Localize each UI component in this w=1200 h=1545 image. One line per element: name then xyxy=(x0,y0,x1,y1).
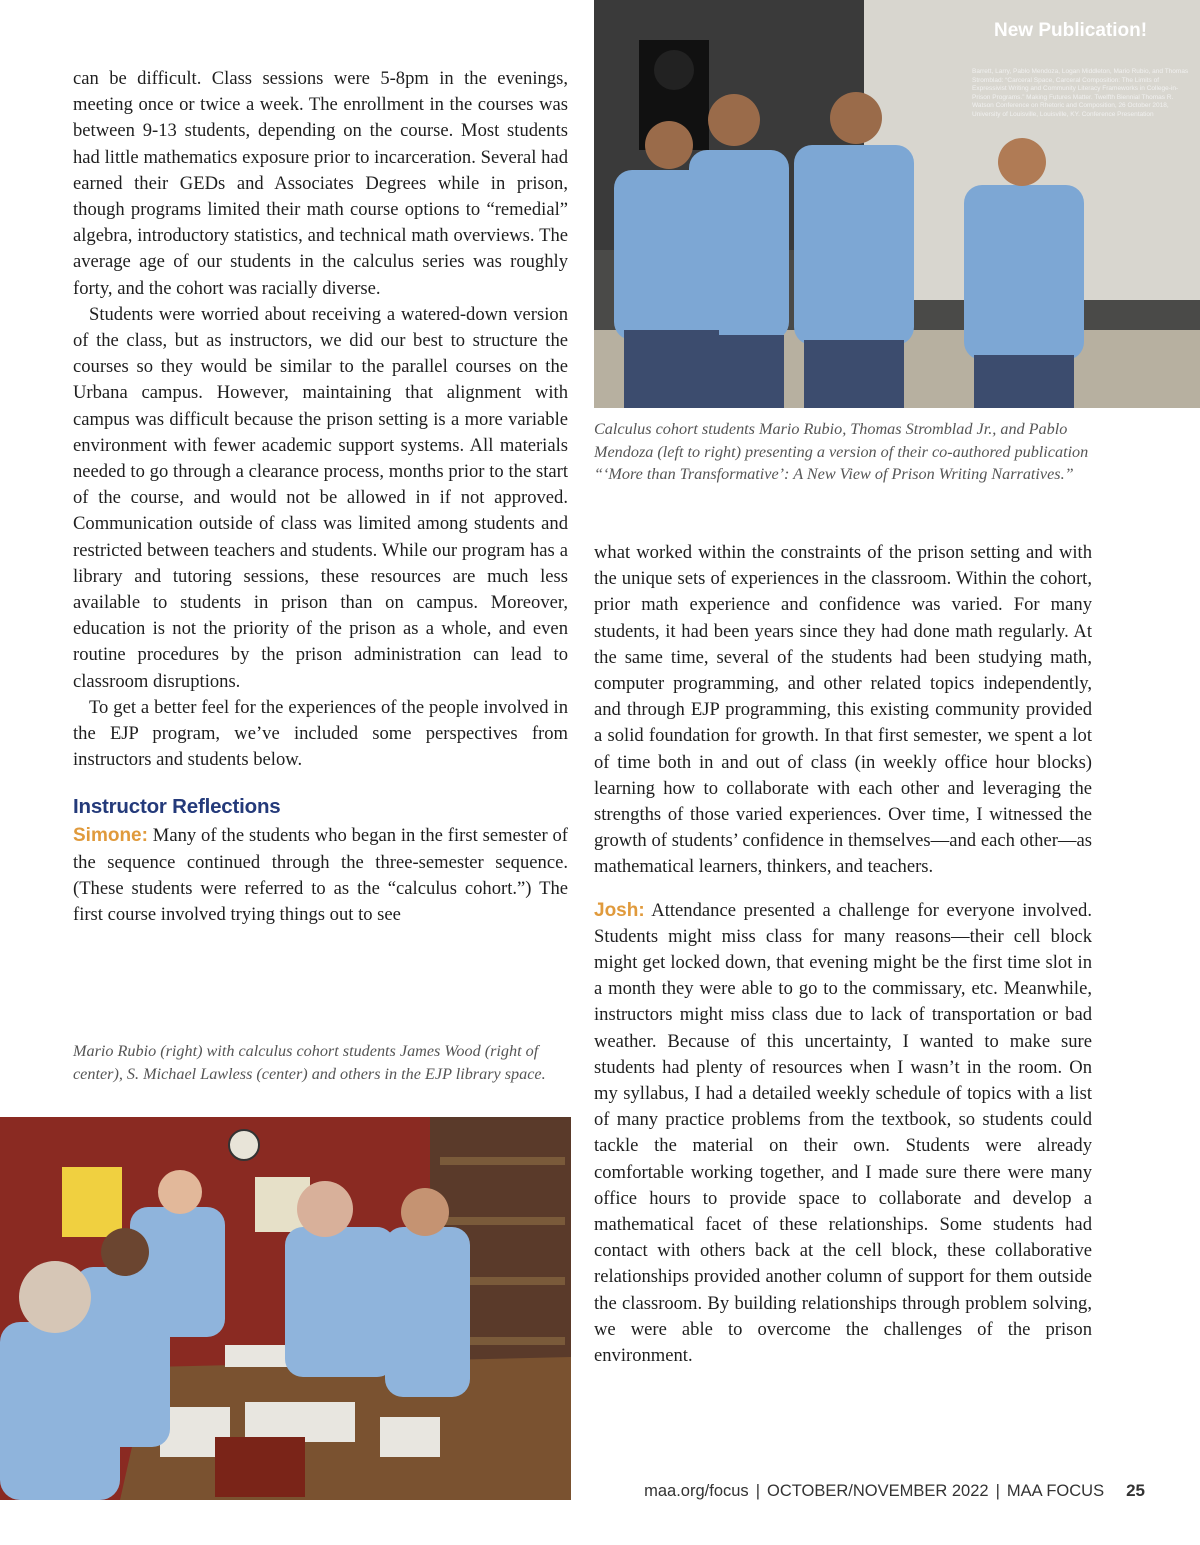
footer-url: maa.org/focus xyxy=(644,1482,749,1500)
paragraph: Students were worried about receiving a watered-down version of the class, but as instructors, we did our best to structure the courses so they would be similar to the parallel courses on the Urbana campus. However, maintaining that alignment with campus was difficult because the prison setting is a more variable environment with fewer academic support systems. All materials needed to go through a clearance process, months prior to the start of the course, and would not be allowed in if not approved. Communication outside of class was limited among students and restricted between teachers and students. While our program has a library and tutoring sessions, these resources are much less available to students in prison than on campus. Moreover, education is not the priority of the prison as a whole, and even routine procedures by the prison administration can lead to classroom disruptions. xyxy=(73,303,568,692)
footer-magazine: MAA FOCUS xyxy=(1006,1482,1105,1500)
projection-screen-title: New Publication! xyxy=(994,20,1148,41)
paragraph: what worked within the constraints of the prison setting and with the unique sets of experiences in the classroom. Within the cohort, prior math experience and confidence was varied. For many students, it had been years since they had done math regularly. At the same time, several of the students had been studying math, computer programming, and other related topics independently, and through EJP programming, this existing community provided a solid foundation for growth. In that first semester, we spent a lot of time both in and out of class (in weekly office hour blocks) learning how to collaborate with each other and leveraging the strengths of those varied experiences. Over time, I witnessed the growth of students’ confidence in themselves—and each other—as mathematical learners, thinkers, and teachers. xyxy=(594,542,1092,878)
page-footer xyxy=(600,1481,1145,1505)
library-photo xyxy=(0,1117,571,1500)
library-photo-illustration xyxy=(0,1117,571,1500)
right-column xyxy=(594,540,1092,1369)
speaker-label-simone: Simone: xyxy=(73,825,148,847)
presentation-photo-illustration xyxy=(594,0,1200,408)
paragraph: can be difficult. Class sessions were 5-8pm in the evenings, meeting once or twice a week. The enrollment in the courses was between 9-13 students, depending on the course. Most students had little mathematics exposure prior to incarceration. Several had earned their GEDs and Associates Degrees while in prison, though programs limited their math course options to “remedial” algebra, introductory statistics, and technical math overviews. The average age of our students in the calculus series was roughly forty, and the cohort was racially diverse. xyxy=(73,68,568,299)
projection-screen-citation: Barrett, Larry, Pablo Mendoza, Logan Middleton, Mario Rubio, and Thomas Stromblad: “Carceral Space, Carceral Composition: The Limits of Expressivist Writing and Community Literacy Frameworks in College-in-Prison Programs.” Making Futures Matter. Twelfth Biennial Thomas R. Watson Conference on Rhetoric and Composition, 26 October 2018, University of Louisville, Louisville, KY. Conference Presentation xyxy=(972,68,1189,118)
paragraph-simone xyxy=(73,823,568,928)
footer-issue: OCTOBER/NOVEMBER 2022 xyxy=(766,1482,989,1500)
paragraph: To get a better feel for the experiences of the people involved in the EJP program, we’ve included some perspectives from instructors and students below. xyxy=(73,696,568,771)
page-number: 25 xyxy=(1126,1481,1145,1500)
footer-separator: | xyxy=(995,1482,1000,1500)
josh-reflection-text: Attendance presented a challenge for everyone involved. Students might miss class for many reasons—their cell block might get locked down, that evening might be the first time slot in a month they were able to go to the commissary, etc. Meanwhile, instructors might miss class due to lack of transportation or bad weather. Because of this uncertainty, I wanted to make sure students had plenty of resources when I wasn’t in the room. On my syllabus, I had a detailed weekly schedule of topics with a list of many practice problems from the textbook, so students could tackle the material on their own. Students were already comfortable working together, and I made sure there were many office hours to provide space to collaborate and develop a mathematical facet of these relationships. Some students had contact with others back at the cell block, these collaborative relationships provided another column of support for them outside the classroom. By building relationships through problem solving, we were able to overcome the challenges of the prison environment. xyxy=(594,899,1092,1367)
left-column xyxy=(73,66,568,928)
photo-caption-presentation: Calculus cohort students Mario Rubio, Thomas Stromblad Jr., and Pablo Mendoza (left to right) presenting a version of their co-authored publication “‘More than Transformative’: A New View of Prison Writing Narratives.” xyxy=(594,420,1089,483)
simone-reflection-text: Many of the students who began in the first semester of the sequence continued through the three-semester sequence. (These students were referred to as the “calculus cohort.”) The first course involved trying things out to see xyxy=(73,825,568,926)
footer-separator: | xyxy=(755,1482,760,1500)
paragraph-josh xyxy=(594,898,1092,1370)
photo-caption-library: Mario Rubio (right) with calculus cohort students James Wood (right of center), S. Michael Lawless (center) and others in the EJP library space. xyxy=(73,1042,546,1083)
speaker-label-josh: Josh: xyxy=(594,899,645,921)
presentation-photo xyxy=(594,0,1200,408)
section-heading: Instructor Reflections xyxy=(73,795,281,819)
